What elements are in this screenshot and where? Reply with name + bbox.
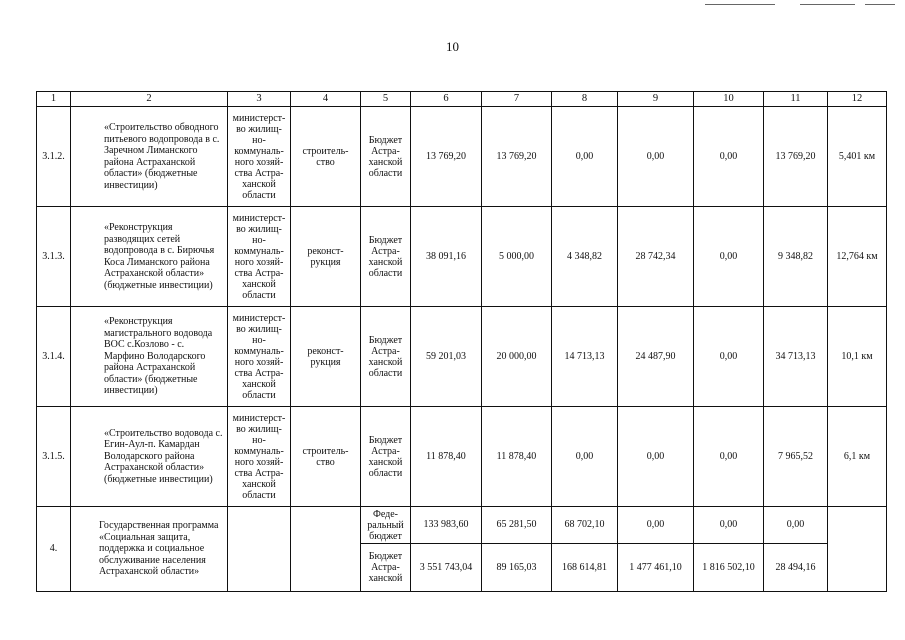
table-row [37, 107, 887, 207]
row-type: реконст- рукция [291, 207, 361, 307]
page-number: 10 [446, 39, 459, 54]
cell-value: 0,00 [552, 407, 618, 507]
top-edge-marks [705, 2, 895, 6]
row-source: Бюджет Астра- ханской области [361, 207, 411, 307]
program-name: Государственная программа «Социальная защита, поддержка и социальное обслуживание населения Астраханской области» [71, 507, 228, 592]
row-type: строитель- ство [291, 407, 361, 507]
cell-value: 68 702,10 [552, 507, 618, 544]
row-id: 4. [37, 507, 71, 592]
empty-cell [828, 507, 887, 592]
cell-value: 0,00 [552, 107, 618, 207]
cell-value: 0,00 [694, 407, 764, 507]
cell-length: 6,1 км [828, 407, 887, 507]
row-source: Бюджет Астра- ханской области [361, 107, 411, 207]
row-name: «Строительство водовода с. Егин-Аул-п. Камардан Володарского района Астраханской области» (бюджетные инвестиции) [71, 407, 228, 507]
cell-value: 0,00 [694, 507, 764, 544]
column-number: 8 [552, 92, 618, 107]
cell-value: 5 000,00 [482, 207, 552, 307]
column-number: 5 [361, 92, 411, 107]
table-row [37, 407, 887, 507]
cell-value: 38 091,16 [411, 207, 482, 307]
row-type: строитель- ство [291, 107, 361, 207]
cell-length: 5,401 км [828, 107, 887, 207]
empty-cell [228, 507, 291, 592]
cell-value: 34 713,13 [764, 307, 828, 407]
column-number: 12 [828, 92, 887, 107]
column-number: 2 [71, 92, 228, 107]
cell-value: 28 494,16 [764, 544, 828, 592]
table-row [37, 307, 887, 407]
cell-value: 9 348,82 [764, 207, 828, 307]
column-number: 1 [37, 92, 71, 107]
column-number: 3 [228, 92, 291, 107]
row-ministry: министерст- во жилищ- но- коммуналь- ного хозяй- ства Астра- ханской области [228, 207, 291, 307]
column-number: 10 [694, 92, 764, 107]
cell-value: 14 713,13 [552, 307, 618, 407]
cell-value: 1 816 502,10 [694, 544, 764, 592]
cell-value: 24 487,90 [618, 307, 694, 407]
column-number: 11 [764, 92, 828, 107]
empty-cell [291, 507, 361, 592]
column-number: 6 [411, 92, 482, 107]
cell-value: 20 000,00 [482, 307, 552, 407]
cell-value: 0,00 [694, 107, 764, 207]
program-table [36, 91, 887, 592]
row-ministry: министерст- во жилищ- но- коммуналь- ного хозяй- ства Астра- ханской области [228, 107, 291, 207]
cell-value: 1 477 461,10 [618, 544, 694, 592]
cell-value: 59 201,03 [411, 307, 482, 407]
cell-value: 11 878,40 [411, 407, 482, 507]
cell-value: 7 965,52 [764, 407, 828, 507]
cell-value: 0,00 [618, 407, 694, 507]
row-source: Бюджет Астра- ханской [361, 544, 411, 592]
table-row [37, 207, 887, 307]
cell-length: 10,1 км [828, 307, 887, 407]
cell-value: 89 165,03 [482, 544, 552, 592]
row-name: «Реконструкция разводящих сетей водопровода в с. Бирючья Коса Лиманского района Астраханской области» (бюджетные инвестиции) [71, 207, 228, 307]
row-id: 3.1.3. [37, 207, 71, 307]
row-name: «Строительство обводного питьевого водопровода в с. Заречном Лиманского района Астраханской области» (бюджетные инвестиции) [71, 107, 228, 207]
row-source: Феде- ральный бюджет [361, 507, 411, 544]
cell-value: 13 769,20 [411, 107, 482, 207]
cell-value: 133 983,60 [411, 507, 482, 544]
cell-value: 11 878,40 [482, 407, 552, 507]
row-ministry: министерст- во жилищ- но- коммуналь- ного хозяй- ства Астра- ханской области [228, 307, 291, 407]
cell-value: 168 614,81 [552, 544, 618, 592]
row-ministry: министерст- во жилищ- но- коммуналь- ного хозяй- ства Астра- ханской области [228, 407, 291, 507]
row-source: Бюджет Астра- ханской области [361, 407, 411, 507]
cell-value: 0,00 [694, 207, 764, 307]
cell-value: 0,00 [694, 307, 764, 407]
cell-value: 13 769,20 [482, 107, 552, 207]
row-id: 3.1.2. [37, 107, 71, 207]
column-number: 9 [618, 92, 694, 107]
cell-value: 0,00 [618, 507, 694, 544]
row-type: реконст- рукция [291, 307, 361, 407]
table-row [37, 507, 887, 544]
row-id: 3.1.5. [37, 407, 71, 507]
cell-value: 3 551 743,04 [411, 544, 482, 592]
cell-value: 0,00 [618, 107, 694, 207]
cell-value: 13 769,20 [764, 107, 828, 207]
cell-value: 28 742,34 [618, 207, 694, 307]
cell-value: 65 281,50 [482, 507, 552, 544]
cell-length: 12,764 км [828, 207, 887, 307]
row-name: «Реконструкция магистрального водовода ВОС с.Козлово - с. Марфино Володарского района Астраханской области» (бюджетные инвестиции) [71, 307, 228, 407]
cell-value: 4 348,82 [552, 207, 618, 307]
row-id: 3.1.4. [37, 307, 71, 407]
column-number: 7 [482, 92, 552, 107]
cell-value: 0,00 [764, 507, 828, 544]
header-row [37, 92, 887, 107]
column-number: 4 [291, 92, 361, 107]
row-source: Бюджет Астра- ханской области [361, 307, 411, 407]
